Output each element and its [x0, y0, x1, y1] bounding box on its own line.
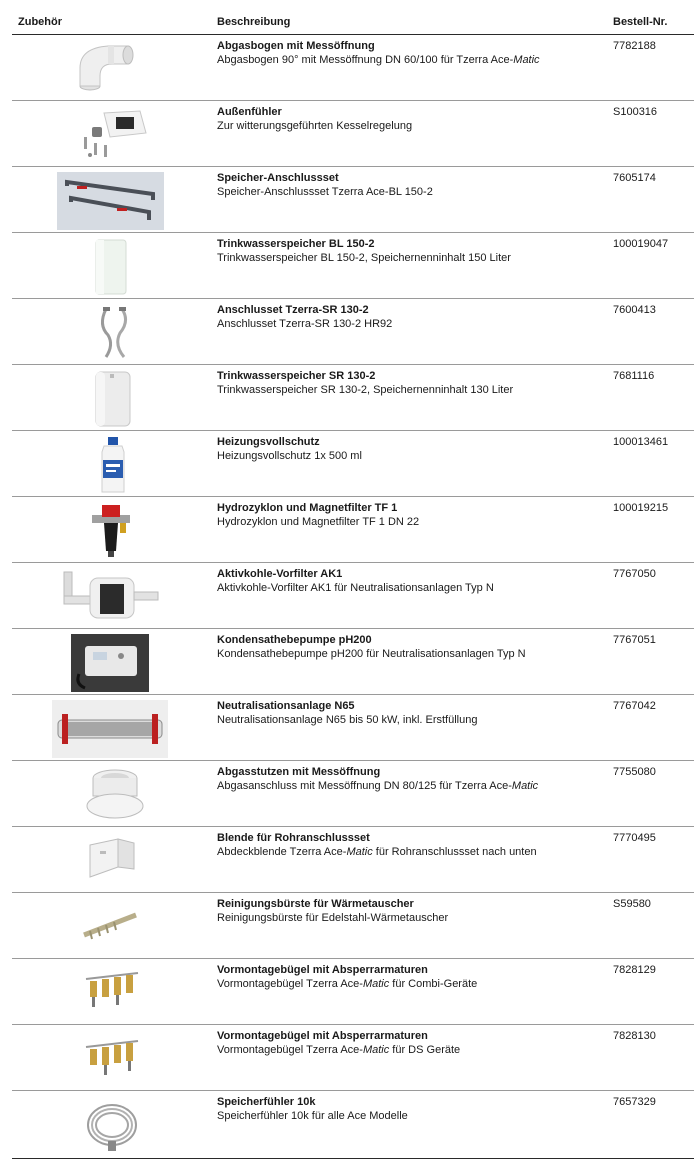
row-description: Abdeckblende Tzerra Ace-Matic für Rohranschlussset nach unten	[217, 846, 537, 858]
pipe-set-icon	[57, 172, 164, 230]
row-order-number: 7767051	[613, 634, 656, 646]
table-row	[0, 365, 694, 431]
row-order-number: 7755080	[613, 766, 656, 778]
valve-bracket-icon	[84, 971, 140, 1011]
row-description: Kondensathebepumpe pH200 für Neutralisationsanlagen Typ N	[217, 648, 526, 660]
row-order-number: 100019047	[613, 238, 669, 250]
table-row	[0, 431, 694, 497]
row-title: Speicher-Anschlussset	[217, 172, 339, 184]
row-title: Aktivkohle-Vorfilter AK1	[217, 568, 343, 580]
neutralisation-unit-icon	[52, 700, 168, 758]
row-description: Vormontagebügel Tzerra Ace-Matic für Combi-Geräte	[217, 978, 478, 990]
row-title: Abgasbogen mit Messöffnung	[217, 40, 375, 52]
row-description: Aktivkohle-Vorfilter AK1 für Neutralisationsanlagen Typ N	[217, 582, 494, 594]
table-header	[0, 16, 694, 34]
table-row	[0, 695, 694, 761]
row-description: Abgasanschluss mit Messöffnung DN 80/125 für Tzerra Ace-Matic	[217, 780, 539, 792]
table-row	[0, 35, 694, 101]
header-zubehoer: Zubehör	[18, 16, 62, 28]
hose-set-icon	[96, 305, 136, 361]
row-title: Heizungsvollschutz	[217, 436, 320, 448]
table-row	[0, 629, 694, 695]
row-order-number: 7767042	[613, 700, 656, 712]
outdoor-sensor-icon	[80, 107, 150, 161]
row-divider	[12, 1158, 694, 1159]
header-bestell-nr: Bestell-Nr.	[613, 16, 668, 28]
row-order-number: 7605174	[613, 172, 656, 184]
table-row	[0, 497, 694, 563]
row-description: Zur witterungsgeführten Kesselregelung	[217, 120, 413, 132]
row-description: Neutralisationsanlage N65 bis 50 kW, inkl. Erstfüllung	[217, 714, 478, 726]
row-order-number: 100019215	[613, 502, 669, 514]
table-row	[0, 893, 694, 959]
row-title: Außenfühler	[217, 106, 282, 118]
table-row	[0, 101, 694, 167]
table-row	[0, 761, 694, 827]
cleaning-brush-icon	[80, 911, 140, 945]
header-beschreibung: Beschreibung	[217, 16, 291, 28]
valve-bracket-icon	[84, 1039, 140, 1079]
row-description: Speicherfühler 10k für alle Ace Modelle	[217, 1110, 408, 1122]
table-row	[0, 827, 694, 893]
row-title: Blende für Rohranschlussset	[217, 832, 370, 844]
condensate-pump-icon	[71, 634, 149, 692]
row-description: Heizungsvollschutz 1x 500 ml	[217, 450, 362, 462]
row-order-number: 7782188	[613, 40, 656, 52]
cylinder-tank-icon	[92, 370, 134, 428]
row-order-number: 7828129	[613, 964, 656, 976]
row-title: Anschlusset Tzerra-SR 130-2	[217, 304, 369, 316]
flue-elbow-icon	[78, 40, 148, 98]
row-title: Vormontagebügel mit Absperrarmaturen	[217, 1030, 428, 1042]
row-order-number: 7828130	[613, 1030, 656, 1042]
table-row	[0, 1025, 694, 1091]
row-description: Anschlusset Tzerra-SR 130-2 HR92	[217, 318, 393, 330]
row-description: Vormontagebügel Tzerra Ace-Matic für DS Geräte	[217, 1044, 461, 1056]
water-tank-icon	[95, 239, 127, 295]
row-description: Speicher-Anschlussset Tzerra Ace-BL 150-2	[217, 186, 433, 198]
row-title: Speicherfühler 10k	[217, 1096, 316, 1108]
row-description: Reinigungsbürste für Edelstahl-Wärmetauscher	[217, 912, 449, 924]
flue-adapter-icon	[85, 766, 145, 822]
cover-panel-icon	[88, 837, 138, 881]
carbon-filter-icon	[62, 568, 162, 626]
row-order-number: 7681116	[613, 370, 655, 382]
row-order-number: 7767050	[613, 568, 656, 580]
cable-sensor-icon	[84, 1097, 140, 1155]
row-order-number: 7770495	[613, 832, 656, 844]
table-row	[0, 563, 694, 629]
row-order-number: S100316	[613, 106, 658, 118]
row-description: Trinkwasserspeicher SR 130-2, Speichernenninhalt 130 Liter	[217, 384, 514, 396]
table-row	[0, 959, 694, 1025]
row-description: Trinkwasserspeicher BL 150-2, Speichernenninhalt 150 Liter	[217, 252, 511, 264]
row-order-number: 100013461	[613, 436, 669, 448]
row-title: Vormontagebügel mit Absperrarmaturen	[217, 964, 428, 976]
row-title: Trinkwasserspeicher SR 130-2	[217, 370, 376, 382]
row-description: Hydrozyklon und Magnetfilter TF 1 DN 22	[217, 516, 420, 528]
row-order-number: S59580	[613, 898, 651, 910]
bottle-icon	[98, 436, 128, 494]
table-row	[0, 233, 694, 299]
row-description: Abgasbogen 90° mit Messöffnung DN 60/100 für Tzerra Ace-Matic	[217, 54, 540, 66]
row-title: Reinigungsbürste für Wärmetauscher	[217, 898, 414, 910]
row-order-number: 7600413	[613, 304, 656, 316]
table-row	[0, 1091, 694, 1159]
row-title: Kondensathebepumpe pH200	[217, 634, 372, 646]
table-row	[0, 299, 694, 365]
row-title: Abgasstutzen mit Messöffnung	[217, 766, 381, 778]
row-title: Trinkwasserspeicher BL 150-2	[217, 238, 375, 250]
table-row	[0, 167, 694, 233]
magnet-filter-icon	[90, 501, 132, 559]
row-title: Hydrozyklon und Magnetfilter TF 1	[217, 502, 398, 514]
row-title: Neutralisationsanlage N65	[217, 700, 355, 712]
row-order-number: 7657329	[613, 1096, 656, 1108]
